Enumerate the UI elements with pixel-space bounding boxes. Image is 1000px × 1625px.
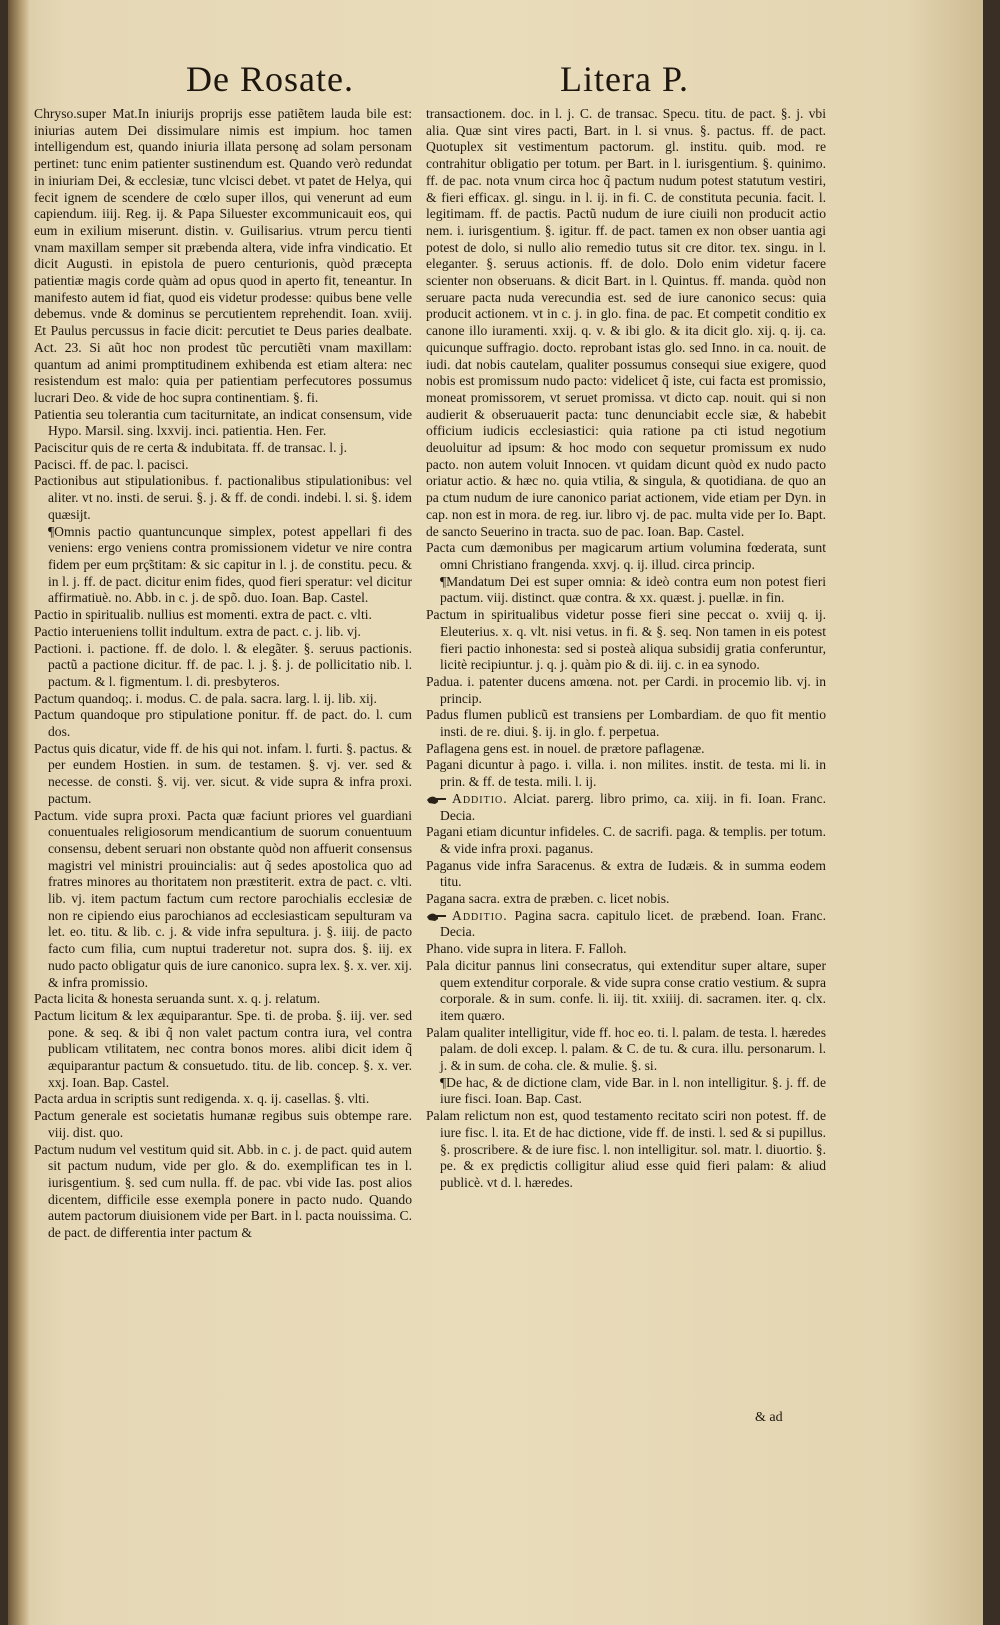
dictionary-entry: Pactum licitum & lex æquiparantur. Spe. ti. de proba. §. iij. ver. sed pone. & seq. & ibi q̃ non valet pactum contra iura, vel contra publicam vtilitatem, nec contra bonos mores. alibi dicit idem q̃ æquiparantur pactum & consuetudo. titu. de lib. concep. §. x. ver. xxj. Ioan. Bap. Castel. [34,1007,412,1090]
dictionary-entry: ¶Omnis pactio quantuncunque simplex, potest appellari fi des veniens: ergo veniens contra promissionem videtur ve nire contra fidem per eum prç̃stitam: & sic capitur in l. j. de constitu. pecu. & in l. j. ff. de pact. dicitur enim fides, quod fieri speratur: vel dicitur affirmatiuè. no. Abb. in c. j. de spõ. duo. Ioan. Bap. Castel. [48,523,412,606]
addition-text: Pagina sacra. capitulo licet. de præbend. Ioan. Franc. Decia. [440,907,826,940]
dictionary-entry: Paflagena gens est. in nouel. de prætore paflagenæ. [426,740,705,756]
dictionary-entry: Pactioni. i. pactione. ff. de dolo. l. & elegãter. §. seruus pactionis. pactũ a pactione dicitur. ff. de pac. l. j. §. j. de pollicitatio nib. l. pactum. & l. figmentum. l. di. presbyteros. [34,640,412,689]
addition-label: Additio. [452,790,508,806]
dictionary-entry: Palam qualiter intelligitur, vide ff. hoc eo. ti. l. palam. de testa. l. hæredes palam. de doli excep. l. palam. & C. de tu. & cura. illu. personarum. l. j. & in sum. de coha. cle. & mulie. §. si. [426,1024,826,1074]
dictionary-entry: Pactio interueniens tollit indultum. extra de pact. c. j. lib. vj. [34,623,361,639]
book-page [8,0,983,1625]
continued-entry: Chryso.super Mat.In iniurijs proprijs esse patiẽtem lauda bile est: iniurias autem Dei dissimulare nimis est impium. hoc tamen intelligendum est, quando iniuria illata personę ad solam personam pertinet: tunc enim patienter sustinendum est. Quando verò redundat in iniuriam Dei, & ecclesiæ, tunc vlcisci debet. vt patet de Helya, qui fecit ignem de scendere de cœlo super illos, qui venerunt ad eum capiendum. iiij. Reg. ij. & Papa Siluester excommunicauit eos, qui eum in exilium miserunt. distin. v. Guilisarius. vtrum percu tienti vnam maxillam semper sit præbenda altera, vide infra vindicatio. Et dicit Augusti. in epistola de puero centurionis, quòd præcepta patientiæ magis corde quàm ad opus quod in aperto fit, teneantur. In manifesto autem id fiat, quod eis videtur prodesse: quibus bene velle debemus. vnde & dominus se percutientem reprehendit. Ioan. xviij. Et Paulus percussus in facie dicit: percutiet te Deus paries dealbate. Act. 23. Si aũt hoc non prodest tũc percutiẽti vnam maxillam: quantum ad animi promptitudinem exhibenda est etiam altera: nec resistendum est malo: quia per patientiam perfecutores possumus lucrari Deo. & vide de hoc supra continentiam. §. fi. [34,106,412,405]
dictionary-entry: Pactum generale est societatis humanæ regibus suis obtempe rare. viij. dist. quo. [34,1108,412,1140]
dictionary-entry: Pacta ardua in scriptis sunt redigenda. x. q. ij. casellas. §. vlti. [34,1091,370,1107]
left-text-column [34,106,412,1242]
dictionary-entry: Pala dicitur pannus lini consecratus, qui extenditur super altare, super quem extenditur corporale. & vide supra conse cratio vestium. & supra corporale. & in sum. confe. li. iij. tit. xxiiij. di. sacramen. iter. q. clx. item quæro. [426,957,826,1023]
dictionary-entry: Pactum nudum vel vestitum quid sit. Abb. in c. j. de pact. quid autem sit pactum nudum, vide per glo. & do. exemplifican tes in l. iurisgentium. §. sed cum nulla. ff. de pac. vbi vide Ias. post alios dicentem, difficile esse exempla ponere in pacto nudo. Quando autem pactorum diuisionem vide per Bart. in l. pacta nouissima. C. de pact. de differentia inter pactum & [34,1141,412,1241]
dictionary-entry: Phano. vide supra in litera. F. Falloh. [426,941,627,957]
dictionary-entry: Paciscitur quis de re certa & indubitata. ff. de transac. l. j. [34,440,348,456]
dictionary-entry: Pactum. vide supra proxi. Pacta quæ faciunt priores vel guardiani conuentuales religiosorum mendicantium de suorum conuentuum consensu, debent seruari non obstante quòd non affuerit consensus magistri vel ministri prouincialis: aut q̃ sedes apostolica quo ad fratres minores au thoritatem non præstiterit. extra de pact. c. vlti. lib. vj. item pactum factum cum rectore parochialis ecclesiæ de non re cipiendo eius parochianos ad ecclesiasticam sepulturam va let. eo. titu. & lib. c. j. & vide infra sepultura. j. §. iiij. de pacto facto cum filia, cum nuptui traderetur not. supra dos. §. iij. ex nudo pacto obligatur quis de iure canonico. supra lex. §. x. ver. xij. & infra promissio. [34,807,412,990]
dictionary-entry: Patientia seu tolerantia cum taciturnitate, an indicat consensum, vide Hypo. Marsil. sing. lxxvij. inci. patientia. Hen. Fer. [34,406,412,439]
pointing-hand-icon [426,911,448,923]
header-right-title: Litera P. [560,59,689,99]
right-text-column [426,106,826,1192]
dictionary-entry: Pacta cum dæmonibus per magicarum artium volumina fœderata, sunt omni Christiano frangenda. xxvj. q. ij. illud. circa princip. [426,540,826,572]
header-left-title: De Rosate. [186,59,354,99]
dictionary-entry: Paganus vide infra Saracenus. & extra de Iudæis. & in summa eodem titu. [426,857,826,890]
book-spine-shadow [8,0,30,1625]
dictionary-entry: Padus flumen publicũ est transiens per Lombardiam. de quo fit mentio insti. de re. diui. §. ij. in glo. f. perpetua. [426,707,826,740]
dictionary-entry: ¶Mandatum Dei est super omnia: & ideò contra eum non potest fieri pactum. viij. distinct. quæ contra. & xx. quæst. j. puellæ. in fin. [440,573,826,606]
pointing-hand-icon [426,794,448,806]
addition-entry [426,791,826,824]
dictionary-entry: Padua. i. patenter ducens amœna. not. per Cardi. in procemio lib. vj. in princip. [426,673,826,706]
dictionary-entry: Pacta licita & honesta seruanda sunt. x. q. j. relatum. [34,991,321,1007]
running-header [8,58,983,106]
dictionary-entry: Pactum in spiritualibus videtur posse fieri sine peccat o. xviij q. ij. Eleuterius. x. q. vlt. nisi vetus. in fi. & §. seq. Non tamen in eis potest fieri pactio inhonesta: sed si posteà aliqua subsidij gratia conferuntur, licitè recipiuntur. j. q. j. quàm pio & di. iij. c. in ea synodo. [426,607,826,673]
dictionary-entry: Pacisci. ff. de pac. l. pacisci. [34,456,189,472]
dictionary-entry: Palam relictum non est, quod testamento recitato sciri non potest. ff. de iure fisc. l. ita. Et de hac dictione, vide ff. de insti. l. sed & si pupillus. §. proscribere. & de iure fisc. l. non intelligitur. sol. matr. l. diuortio. §. pe. & ex prędictis colligitur aliud esse quid fieri palam: & aliud publicè. vt d. l. hæredes. [426,1108,826,1190]
addition-entry [426,908,826,941]
dictionary-entry: Pagana sacra. extra de præben. c. licet nobis. [426,891,670,907]
dictionary-entry: Pactio in spiritualib. nullius est momenti. extra de pact. c. vlti. [34,607,372,623]
dictionary-entry: ¶De hac, & de dictione clam, vide Bar. in l. non intelligitur. §. j. ff. de iure fisci. Ioan. Bap. Cast. [440,1074,826,1107]
addition-text: Alciat. parerg. libro primo, ca. xiij. in fi. Ioan. Franc. Decia. [440,790,827,823]
dictionary-entry: Pactum quandoque pro stipulatione ponitur. ff. de pact. do. l. cum dos. [34,707,412,740]
dictionary-entry: Pagani etiam dicuntur infideles. C. de sacrifi. paga. & templis. per totum. & vide infra proxi. paganus. [426,824,826,856]
catchword: & ad [755,1410,783,1425]
dictionary-entry: Pagani dicuntur à pago. i. villa. i. non milites. instit. de testa. mi li. in prin. & ff. de testa. mili. l. ij. [426,757,826,790]
continued-entry: transactionem. doc. in l. j. C. de transac. Specu. titu. de pact. §. j. vbi alia. Quæ sint vires pacti, Bart. in l. si vnus. §. pactus. ff. de pact. Quotuplex sit vestimentum pactorum. gl. institu. quib. mod. re contrahitur obligatio per totum. per Bart. in l. iurisgentium. §. quinimo. ff. de pac. nota vnum circa hoc q̃ pactum nudum potest statutum vestiri, & fieri efficax. gl. singu. in l. ij. in fi. C. de constituta pecunia. facit. l. legitimam. ff. de pactis. Pactũ nudum de iure ciuili non producit actio nem. i. iurisgentium. §. igitur. ff. de pact. tamen ex non obser uantia agi potest de dolo, si nullo alio remedio tutus sit cre ditor. tex. singu. in l. eleganter. §. seruus actionis. ff. de dolo. Dolo enim videtur facere scienter non obseruans. & dicit Bart. in l. Quintus. ff. manda. quòd non seruare pacta nuda verecundia est. sed de iure canonico secus: quia producit actionem. vt in c. j. in glo. fina. de pac. Et competit conditio ex canone illo iuramenti. xxij. q. v. & ibi glo. & ita dicit glo. xij. q. ij. ca. quicunque suffragio. docto. reprobant istas glo. sed Inno. in ca. nouit. de iudi. dat nobis cautelam, qualiter possumus consequi siue exigere, quod nobis est promissum nudo pacto: videlicet q̃ iste, cui facta est promissio, moneat promissorem, vt seruet promissa. vt dicto cap. nouit. qui si non audierit & obseruauerit pacta: tunc denunciabit eccle siæ, & habebit officium iudicis ecclesiastici: quia ratione pa cti istud negotium deuoluitur ad ipsum: & hoc modo con sequetur promissum ex nudo pacto. non autem voluit Innocen. vt quidam dicunt quòd ex nudo pacto oriatur actio. & hæc no. quia vtilia, & singula, & quotidiana. de quo an pa ctum nudum de iure canonico pariat actionem, vide etiam per Dyn. in cap. non est in mora. de reg. iur. libro vj. de pac. multa vide per Io. Bapt. de sancto Seuerino in tracta. suo de pac. Ioan. Bap. Castel. [426,106,826,539]
dictionary-entry: Pactionibus aut stipulationibus. f. pactionalibus stipulationibus: vel aliter. vt no. insti. de serui. §. j. & ff. de condi. indebi. l. si. §. idem quæsijt. [34,473,412,522]
dictionary-entry: Pactus quis dicatur, vide ff. de his qui not. infam. l. furti. §. pactus. & per eundem Hostien. in sum. de testamen. §. vj. ver. sed & necesse. de consti. §. vij. ver. sicut. & vide supra & infra proxi. pactum. [34,740,412,806]
addition-label: Additio. [452,907,508,923]
dictionary-entry: Pactum quandoq;. i. modus. C. de pala. sacra. larg. l. ij. lib. xij. [34,690,377,706]
